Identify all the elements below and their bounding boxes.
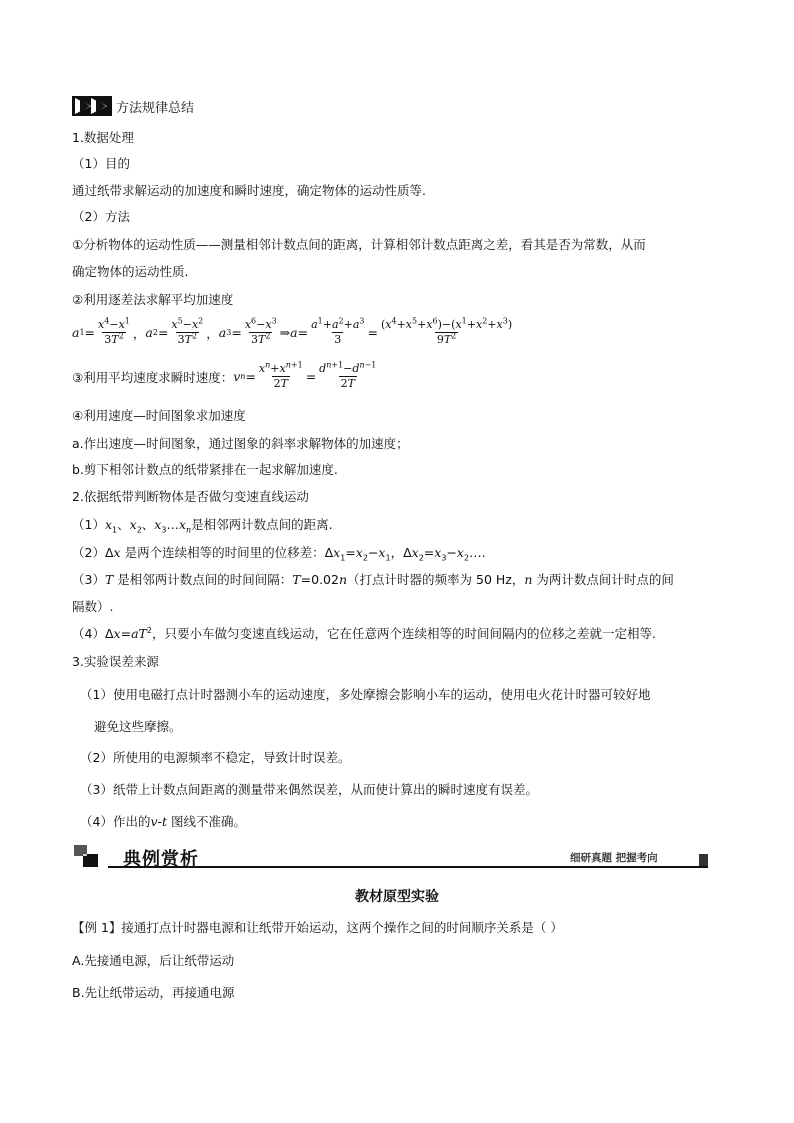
s2-item-3-line-1: （3）T 是相邻两计数点间的时间间隔：T=0.02n（打点计时器的频率为 50 Hz，n 为两计数点间计时点的间 [72, 572, 674, 587]
section-subtitle: 细研真题 把握考向 [570, 852, 658, 864]
s2-item-3-line-2: 隔数）. [72, 599, 114, 614]
s3-item-1-line-2: 避免这些摩擦。 [94, 719, 182, 734]
method-3: ③利用平均速度求瞬时速度： v n = $\frac{x^n+x^{n+1}}{2T}$ = $\frac{d^{n+1}-d^{n-1}}{2T}$ [72, 360, 377, 390]
method-1-line-2: 确定物体的运动性质. [72, 264, 189, 279]
double-play-icon [72, 96, 112, 116]
section-1-title: 1.数据处理 [72, 130, 134, 145]
example-heading: 教材原型实验 [355, 889, 439, 905]
section-2-title: 2.依据纸带判断物体是否做匀变速直线运动 [72, 489, 309, 504]
method-header-title: 方法规律总结 [116, 100, 195, 116]
s3-item-4: （4）作出的v-t 图线不准确。 [80, 814, 247, 829]
purpose-label: （1）目的 [72, 156, 130, 171]
method-4b: b.剪下相邻计数点的纸带紧排在一起求解加速度. [72, 462, 338, 477]
section-squares-icon [74, 845, 102, 869]
section-3-title: 3.实验误差来源 [72, 654, 159, 669]
option-b: B.先让纸带运动，再接通电源 [72, 985, 235, 1000]
s3-item-2: （2）所使用的电源频率不稳定，导致计时误差。 [80, 750, 351, 765]
method-4: ④利用速度—时间图象求加速度 [72, 408, 246, 423]
formula-successive-difference: a 1 = $\frac{x^4-x^1}{3T^2}$ ， a 2 = $\frac{x^5-x^2}{3T^2}$ ， a 3 = $\frac{x^6-x^3}{3T^2}$ ⇒ a = $\frac{a^1+a^2+a^3}{3}$ = $\frac{(x^4+x^5+x^6)-(x^1+x^2+x^3)}{9T^2}$ [72, 316, 513, 346]
method-2: ②利用逐差法求解平均加速度 [72, 292, 234, 307]
s3-item-1-line-1: （1）使用电磁打点计时器测小车的运动速度，多处摩擦会影响小车的运动，使用电火花计时器可较好地 [80, 687, 651, 702]
method-1-line-1: ①分析物体的运动性质——测量相邻计数点间的距离，计算相邻计数点距离之差，看其是否为常数，从而 [72, 237, 646, 252]
section-end-marker [699, 854, 708, 866]
s3-item-3: （3）纸带上计数点间距离的测量带来偶然误差，从而使计算出的瞬时速度有误差。 [80, 782, 538, 797]
s2-item-1: $(1)x_1$、$x_2$、$x_3\dots x_n$是相邻两计数点间的距离. [72, 517, 333, 535]
section-title: 典例赏析 [123, 849, 199, 870]
method-header [72, 96, 194, 116]
purpose-text: 通过纸带求解运动的加速度和瞬时速度，确定物体的运动性质等. [72, 183, 426, 198]
example-question: 【例 1】接通打点计时器电源和让纸带开始运动，这两个操作之间的时间顺序关系是（ ） [72, 920, 563, 935]
method-label: （2）方法 [72, 209, 130, 224]
s2-item-2: （2）Δx 是两个连续相等的时间里的位移差：$\Delta x_1=x_2-x_1$，$\Delta x_2=x_3-x_2\dots$. [72, 545, 486, 563]
method-3-label: ③利用平均速度求瞬时速度： [72, 369, 234, 385]
option-a: A.先接通电源，后让纸带运动 [72, 953, 235, 968]
method-4a: a.作出速度—时间图象，通过图象的斜率求解物体的加速度； [72, 436, 409, 451]
s2-item-4: $(4)\Delta x=aT^2$，只要小车做匀变速直线运动，它在任意两个连续相等的时间间隔内的位移之差就一定相等. [72, 625, 656, 641]
